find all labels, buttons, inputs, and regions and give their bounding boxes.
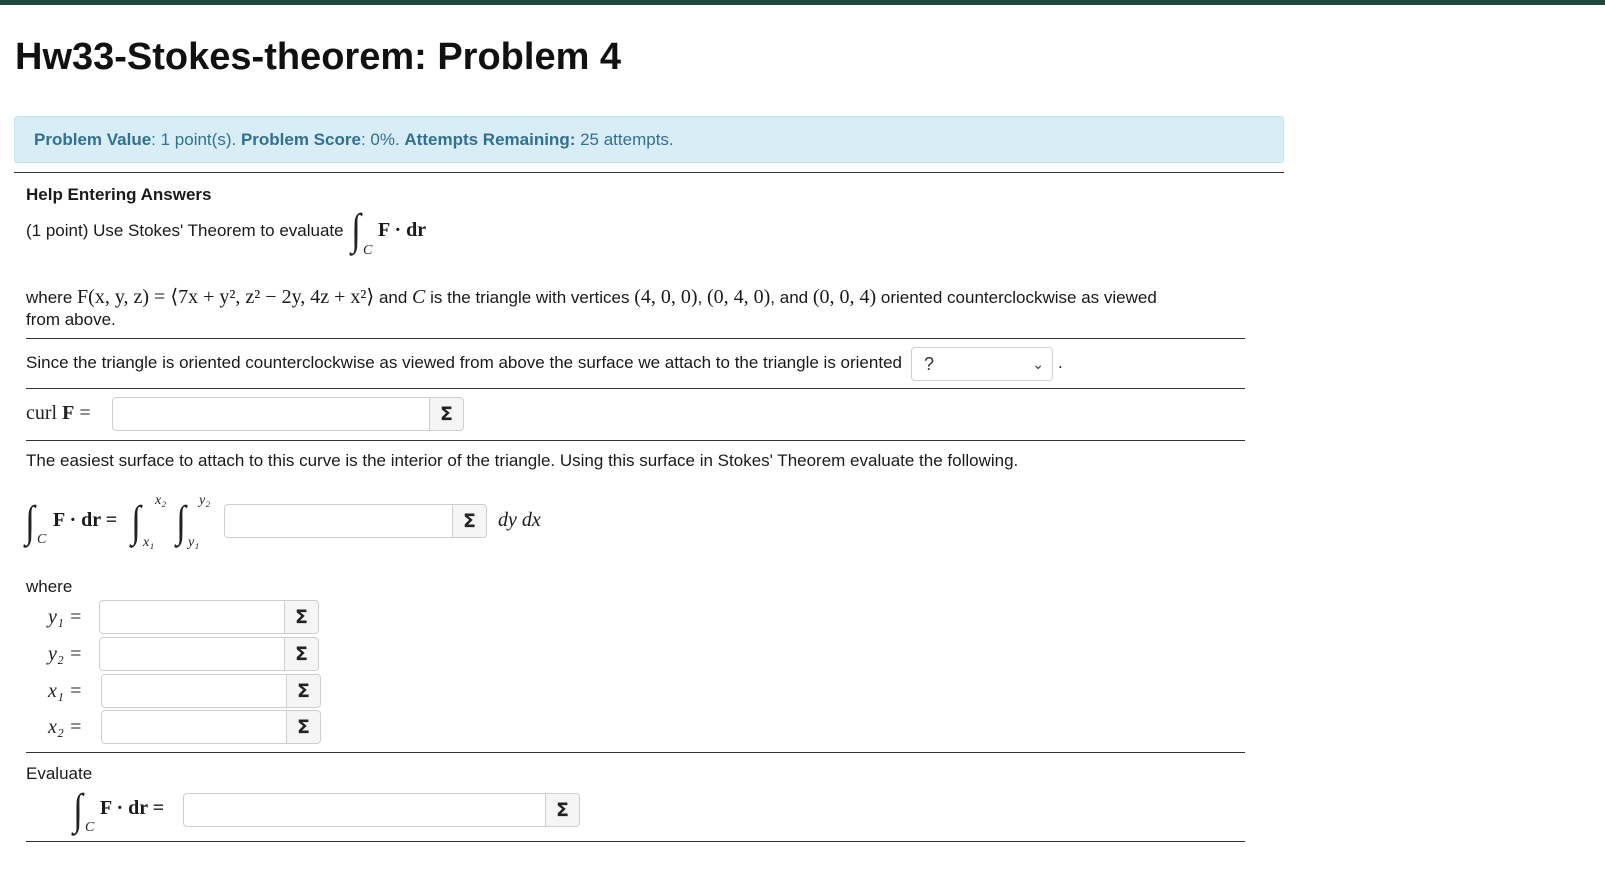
x1-input[interactable]	[101, 674, 287, 708]
equals-sign: =	[79, 402, 91, 424]
x2-input[interactable]	[101, 710, 287, 744]
integral-subscript-c: C	[363, 243, 373, 258]
final-answer-input[interactable]	[183, 793, 546, 827]
divider	[26, 841, 1245, 842]
divider	[26, 752, 1245, 753]
help-entering-answers-link[interactable]: Help Entering Answers	[26, 185, 212, 204]
y2-equation-editor-button[interactable]: Σ	[284, 637, 319, 671]
attempts-remaining-label: Attempts Remaining:	[404, 130, 576, 149]
problem-statement-line2: from above.	[26, 310, 116, 329]
vector-field-definition: F(x, y, z) = ⟨7x + y², z² − 2y, 4z + x²⟩	[77, 286, 375, 308]
x2-equation-editor-button[interactable]: Σ	[286, 710, 321, 744]
line-integral-symbol: ∫	[73, 785, 83, 834]
where-label: where	[26, 577, 73, 596]
integrand-input[interactable]	[224, 504, 453, 538]
y1-input[interactable]	[99, 600, 285, 634]
comma: ,	[697, 288, 707, 307]
orientation-selected-value: ?	[924, 354, 935, 374]
page-title: Hw33-Stokes-theorem: Problem 4	[15, 36, 622, 78]
divider	[26, 388, 1245, 389]
curl-word: curl	[26, 402, 58, 424]
integrand-equation-editor-button[interactable]: Σ	[452, 504, 487, 538]
problem-score-label: Problem Score	[240, 130, 361, 149]
problem-intro: (1 point) Use Stokes' Theorem to evaluate	[26, 221, 344, 240]
problem-value-text: : 1 point(s).	[151, 130, 241, 149]
attempts-remaining-text: 25 attempts.	[575, 130, 674, 149]
oriented-text: oriented counterclockwise as viewed	[876, 288, 1157, 307]
evaluate-label: Evaluate	[26, 764, 93, 783]
curl-f-equation-editor-button[interactable]: Σ	[429, 397, 464, 431]
vertex-2: (0, 4, 0)	[706, 286, 771, 308]
x1-label: x₁ =	[48, 680, 83, 702]
curl-f-input[interactable]	[112, 397, 430, 431]
f-dot-dr-equals: F · dr =	[53, 509, 118, 531]
evaluate-f-dot-dr-equals: F · dr =	[100, 797, 165, 819]
upper-limit-y2: y₂	[199, 493, 211, 508]
divider	[14, 172, 1284, 173]
y2-input[interactable]	[99, 637, 285, 671]
and-text: , and	[770, 288, 813, 307]
lower-limit-y1: y₁	[188, 535, 200, 550]
orientation-select[interactable]	[911, 347, 1053, 381]
problem-score-text: : 0%.	[360, 130, 405, 149]
line-integral-symbol: ∫	[351, 205, 361, 254]
curve-symbol: C	[412, 286, 426, 308]
y1-label: y₁ =	[48, 606, 83, 628]
inner-integral-symbol: ∫	[176, 497, 186, 546]
y2-label: y₂ =	[48, 643, 83, 665]
vertex-3: (0, 0, 4)	[812, 286, 877, 308]
integral-subscript-c: C	[85, 820, 95, 835]
x2-label: x₂ =	[48, 716, 83, 738]
outer-integral-symbol: ∫	[131, 497, 141, 546]
integrand-f-dot-dr: F · dr	[378, 219, 427, 241]
curl-f-symbol: F	[62, 402, 75, 424]
problem-statement-line1	[26, 284, 1157, 309]
and-word: and	[374, 288, 413, 307]
divider	[26, 440, 1245, 441]
x1-equation-editor-button[interactable]: Σ	[286, 674, 321, 708]
problem-info-banner	[14, 116, 1284, 163]
triangle-text: is the triangle with vertices	[425, 288, 635, 307]
curl-f-label	[26, 402, 91, 425]
y1-equation-editor-button[interactable]: Σ	[284, 600, 319, 634]
dy-dx: dy dx	[498, 509, 541, 531]
lower-limit-x1: x₁	[143, 535, 155, 550]
top-bar	[0, 0, 1605, 5]
final-answer-equation-editor-button[interactable]: Σ	[545, 793, 580, 827]
orientation-period: .	[1058, 353, 1063, 372]
vertex-1: (4, 0, 0)	[634, 286, 698, 308]
chevron-down-icon: ⌄	[1032, 356, 1044, 372]
surface-sentence: The easiest surface to attach to this curve is the interior of the triangle. Using this surface in Stokes' Theorem evaluate the following.	[26, 451, 1019, 470]
line-integral-symbol: ∫	[25, 497, 35, 546]
integral-subscript-c: C	[37, 532, 47, 547]
upper-limit-x2: x₂	[155, 493, 167, 508]
orientation-sentence: Since the triangle is oriented counterclockwise as viewed from above the surface we attach to the triangle is oriented	[26, 353, 902, 372]
problem-value-label: Problem Value	[34, 130, 152, 149]
divider	[26, 338, 1245, 339]
where-word: where	[26, 288, 78, 307]
